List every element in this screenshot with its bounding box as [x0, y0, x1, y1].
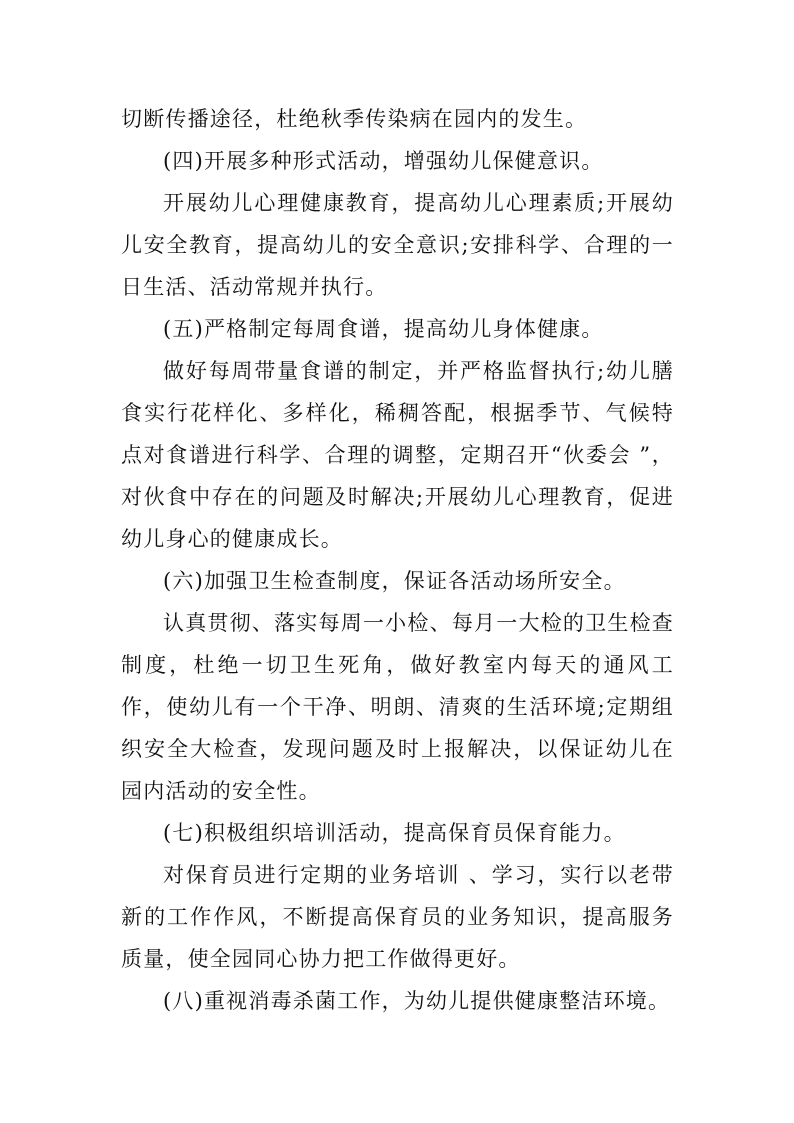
- document-body: [121, 98, 674, 1022]
- section-heading-5: (五)严格制定每周食谱，提高幼儿身体健康。: [163, 317, 604, 341]
- section-heading-8: (八)重视消毒杀菌工作，为幼儿提供健康整洁环境。: [163, 989, 671, 1013]
- paragraph-4: 开展幼儿心理健康教育，提高幼儿心理素质;开展幼儿安全教育，提高幼儿的安全意识;安排科学、合理的一日生活、活动常规并执行。: [121, 191, 674, 299]
- section-heading-6: (六)加强卫生检查制度，保证各活动场所安全。: [163, 569, 626, 593]
- section-heading-7: (七)积极组织培训活动，提高保育员保育能力。: [163, 821, 626, 845]
- paragraph-7: 对保育员进行定期的业务培训 、学习，实行以老带新的工作作风，不断提高保育员的业务知识，提高服务质量，使全园同心协力把工作做得更好。: [121, 863, 674, 971]
- section-heading-4: (四)开展多种形式活动，增强幼儿保健意识。: [163, 149, 604, 173]
- paragraph-5: 做好每周带量食谱的制定，并严格监督执行;幼儿膳食实行花样化、多样化，稀稠答配，根据季节、气候特点对食谱进行科学、合理的调整，定期召开“伙委会 ”，对伙食中存在的问题及时解决;开展幼儿心理教育，促进幼儿身心的健康成长。: [121, 359, 674, 551]
- paragraph-continuation: 切断传播途径，杜绝秋季传染病在园内的发生。: [121, 107, 588, 131]
- paragraph-6: 认真贯彻、落实每周一小检、每月一大检的卫生检查制度，杜绝一切卫生死角，做好教室内每天的通风工作，使幼儿有一个干净、明朗、清爽的生活环境;定期组织安全大检查，发现问题及时上报解决，以保证幼儿在园内活动的安全性。: [121, 611, 674, 803]
